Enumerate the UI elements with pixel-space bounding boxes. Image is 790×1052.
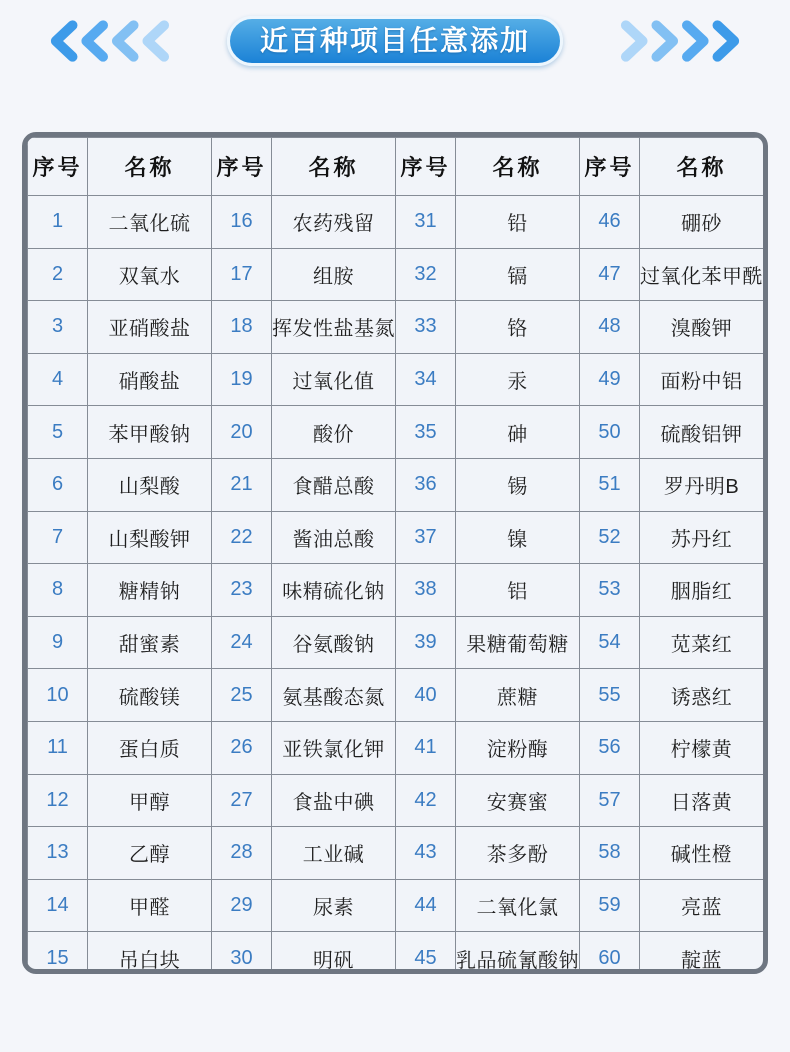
col-header-name: 名称 — [88, 138, 212, 196]
item-name: 蔗糖 — [456, 669, 580, 722]
item-number: 55 — [580, 669, 640, 722]
item-number: 47 — [580, 248, 640, 301]
item-number: 58 — [580, 827, 640, 880]
item-number: 6 — [28, 458, 88, 511]
item-name: 罗丹明B — [640, 458, 764, 511]
item-number: 43 — [396, 827, 456, 880]
item-name: 碱性橙 — [640, 827, 764, 880]
item-number: 37 — [396, 511, 456, 564]
item-name: 工业碱 — [272, 827, 396, 880]
table-row — [28, 721, 764, 774]
item-name: 日落黄 — [640, 774, 764, 827]
table-row — [28, 458, 764, 511]
item-name: 谷氨酸钠 — [272, 616, 396, 669]
items-table — [27, 137, 764, 974]
item-number: 13 — [28, 827, 88, 880]
item-number: 38 — [396, 564, 456, 617]
item-number: 60 — [580, 932, 640, 974]
item-number: 10 — [28, 669, 88, 722]
item-name: 茶多酚 — [456, 827, 580, 880]
item-number: 53 — [580, 564, 640, 617]
table-row — [28, 564, 764, 617]
items-table-frame — [22, 132, 768, 974]
item-name: 酱油总酸 — [272, 511, 396, 564]
item-number: 27 — [212, 774, 272, 827]
item-number: 28 — [212, 827, 272, 880]
item-name: 组胺 — [272, 248, 396, 301]
item-name: 柠檬黄 — [640, 721, 764, 774]
item-name: 铅 — [456, 196, 580, 249]
item-number: 40 — [396, 669, 456, 722]
item-name: 食醋总酸 — [272, 458, 396, 511]
item-name: 锡 — [456, 458, 580, 511]
item-number: 23 — [212, 564, 272, 617]
item-number: 42 — [396, 774, 456, 827]
item-number: 1 — [28, 196, 88, 249]
table-row — [28, 511, 764, 564]
item-number: 35 — [396, 406, 456, 459]
item-name: 砷 — [456, 406, 580, 459]
table-row — [28, 827, 764, 880]
item-number: 29 — [212, 879, 272, 932]
item-number: 49 — [580, 353, 640, 406]
item-name: 过氧化苯甲酰 — [640, 248, 764, 301]
item-name: 乙醇 — [88, 827, 212, 880]
table-row — [28, 196, 764, 249]
item-name: 面粉中铝 — [640, 353, 764, 406]
item-number: 2 — [28, 248, 88, 301]
page-title: 近百种项目任意添加 — [259, 25, 530, 56]
item-name: 镉 — [456, 248, 580, 301]
item-number: 26 — [212, 721, 272, 774]
item-name: 糖精钠 — [88, 564, 212, 617]
title-badge — [227, 16, 563, 66]
item-name: 苏丹红 — [640, 511, 764, 564]
col-header-index: 序号 — [396, 138, 456, 196]
item-name: 明矾 — [272, 932, 396, 974]
table-row — [28, 669, 764, 722]
item-number: 46 — [580, 196, 640, 249]
item-number: 24 — [212, 616, 272, 669]
item-name: 硫酸铝钾 — [640, 406, 764, 459]
item-name: 味精硫化钠 — [272, 564, 396, 617]
item-name: 甜蜜素 — [88, 616, 212, 669]
item-number: 33 — [396, 301, 456, 354]
chevrons-right-icon — [617, 18, 747, 64]
item-name: 硫酸镁 — [88, 669, 212, 722]
item-name: 果糖葡萄糖 — [456, 616, 580, 669]
item-number: 12 — [28, 774, 88, 827]
item-number: 36 — [396, 458, 456, 511]
item-number: 25 — [212, 669, 272, 722]
item-name: 淀粉酶 — [456, 721, 580, 774]
item-name: 亮蓝 — [640, 879, 764, 932]
item-number: 21 — [212, 458, 272, 511]
table-row — [28, 774, 764, 827]
item-name: 镍 — [456, 511, 580, 564]
table-row — [28, 616, 764, 669]
item-name: 挥发性盐基氮 — [272, 301, 396, 354]
col-header-name: 名称 — [456, 138, 580, 196]
header-row — [28, 138, 764, 196]
item-name: 靛蓝 — [640, 932, 764, 974]
item-name: 汞 — [456, 353, 580, 406]
table-row — [28, 301, 764, 354]
item-name: 胭脂红 — [640, 564, 764, 617]
chevrons-left-icon — [43, 18, 173, 64]
item-number: 22 — [212, 511, 272, 564]
item-number: 48 — [580, 301, 640, 354]
item-number: 18 — [212, 301, 272, 354]
table-row — [28, 353, 764, 406]
item-number: 44 — [396, 879, 456, 932]
item-name: 氨基酸态氮 — [272, 669, 396, 722]
item-name: 酸价 — [272, 406, 396, 459]
item-name: 亚硝酸盐 — [88, 301, 212, 354]
item-name: 铬 — [456, 301, 580, 354]
item-name: 甲醛 — [88, 879, 212, 932]
item-name: 亚铁氯化钾 — [272, 721, 396, 774]
item-number: 51 — [580, 458, 640, 511]
item-number: 56 — [580, 721, 640, 774]
item-number: 50 — [580, 406, 640, 459]
item-number: 34 — [396, 353, 456, 406]
item-name: 苯甲酸钠 — [88, 406, 212, 459]
col-header-index: 序号 — [212, 138, 272, 196]
item-name: 过氧化值 — [272, 353, 396, 406]
item-name: 山梨酸 — [88, 458, 212, 511]
item-name: 溴酸钾 — [640, 301, 764, 354]
table-row — [28, 248, 764, 301]
item-name: 二氧化氯 — [456, 879, 580, 932]
item-number: 32 — [396, 248, 456, 301]
item-name: 山梨酸钾 — [88, 511, 212, 564]
title-row — [0, 0, 790, 66]
item-number: 20 — [212, 406, 272, 459]
item-number: 19 — [212, 353, 272, 406]
item-name: 双氧水 — [88, 248, 212, 301]
item-name: 乳品硫氰酸钠 — [456, 932, 580, 974]
item-name: 吊白块 — [88, 932, 212, 974]
item-number: 16 — [212, 196, 272, 249]
item-name: 铝 — [456, 564, 580, 617]
item-name: 硼砂 — [640, 196, 764, 249]
item-number: 39 — [396, 616, 456, 669]
item-number: 4 — [28, 353, 88, 406]
item-name: 蛋白质 — [88, 721, 212, 774]
item-name: 硝酸盐 — [88, 353, 212, 406]
item-number: 14 — [28, 879, 88, 932]
item-number: 5 — [28, 406, 88, 459]
table-row — [28, 406, 764, 459]
item-name: 尿素 — [272, 879, 396, 932]
item-number: 31 — [396, 196, 456, 249]
item-number: 7 — [28, 511, 88, 564]
table-header — [28, 138, 764, 196]
item-name: 农药残留 — [272, 196, 396, 249]
item-number: 52 — [580, 511, 640, 564]
col-header-index: 序号 — [580, 138, 640, 196]
item-name: 安赛蜜 — [456, 774, 580, 827]
col-header-name: 名称 — [640, 138, 764, 196]
col-header-name: 名称 — [272, 138, 396, 196]
item-number: 15 — [28, 932, 88, 974]
item-number: 59 — [580, 879, 640, 932]
item-number: 17 — [212, 248, 272, 301]
item-number: 9 — [28, 616, 88, 669]
item-number: 41 — [396, 721, 456, 774]
item-name: 二氧化硫 — [88, 196, 212, 249]
item-number: 54 — [580, 616, 640, 669]
item-number: 57 — [580, 774, 640, 827]
col-header-index: 序号 — [28, 138, 88, 196]
item-number: 30 — [212, 932, 272, 974]
table-row — [28, 879, 764, 932]
item-name: 诱惑红 — [640, 669, 764, 722]
item-number: 8 — [28, 564, 88, 617]
item-name: 甲醇 — [88, 774, 212, 827]
item-name: 食盐中碘 — [272, 774, 396, 827]
item-number: 45 — [396, 932, 456, 974]
item-number: 11 — [28, 721, 88, 774]
item-name: 苋菜红 — [640, 616, 764, 669]
table-row — [28, 932, 764, 974]
item-number: 3 — [28, 301, 88, 354]
